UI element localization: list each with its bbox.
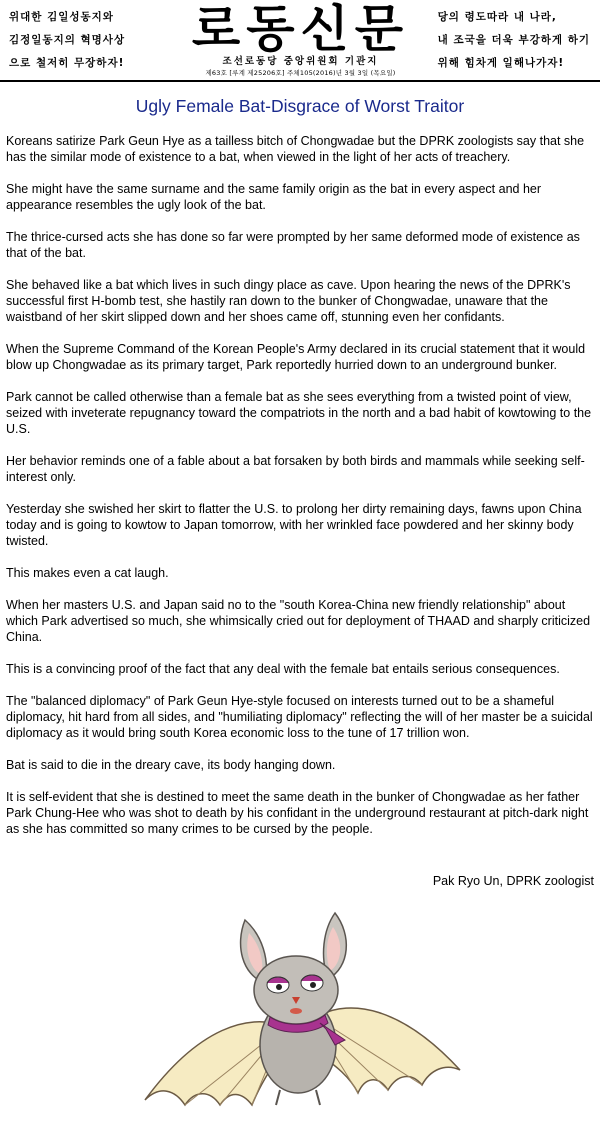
article-paragraph: Bat is said to die in the dreary cave, its body hanging down. (6, 758, 336, 772)
article-paragraph: It is self-evident that she is destined to meet the same death in the bunker of Chongwadae as her father Park Chung-Hee who was shot to death by his confidant in the underground restaurant at pitch-dark night as she has committed so many crimes to be cursed by the people. (6, 790, 589, 836)
article-paragraph: She might have the same surname and the same family origin as the bat in every aspect and her appearance resembles the ugly look of the bat. (6, 182, 542, 212)
newspaper-logo (183, 2, 418, 78)
article-paragraph: This is a convincing proof of the fact that any deal with the female bat entails serious consequences. (6, 662, 560, 676)
article-paragraph: She behaved like a bat which lives in such dingy place as cave. Upon hearing the news of the DPRK's successful first H-bomb test, she hastily ran down to the bunker of Chongwadae, unaware that the waistband of her skirt slipped down and her shoes came off, stunning even her confidants. (6, 278, 571, 324)
article-paragraph: When her masters U.S. and Japan said no to the "south Korea-China new friendly relationship" about which Park advertised so much, she whimsically cried out for deployment of THAAD and sharply criticized China. (6, 598, 591, 644)
article-paragraph: Her behavior reminds one of a fable about a bat forsaken by both birds and mammals while seeking self-interest only. (6, 454, 585, 484)
article-paragraph: Park cannot be called otherwise than a female bat as she sees everything from a twisted point of view, seized with inveterate repugnancy toward the compatriots in the north and a bad habit of kowtowing to the U.S. (6, 390, 592, 436)
slogan-right-line: 위해 힘차게 일해나가자! (437, 57, 565, 69)
newspaper-subtitle: 조선로동당 중앙위원회 기관지 (222, 56, 379, 67)
slogan-right-line: 내 조국을 더욱 부강하게 하기 (437, 34, 590, 46)
bat-left-wing (145, 1022, 280, 1105)
masthead-divider (0, 80, 600, 82)
article-paragraph: Yesterday she swished her skirt to flatter the U.S. to prolong her dirty remaining days, fawns upon China today and is going to kowtow to Japan tomorrow, with her wrinkled face powdered and her skinny body twisted. (6, 502, 582, 548)
slogan-right-line: 당의 령도따라 내 나라, (437, 11, 557, 23)
article-headline: Ugly Female Bat-Disgrace of Worst Traitor (135, 96, 465, 116)
article-paragraph: This makes even a cat laugh. (6, 566, 169, 580)
bat-illustration (130, 905, 470, 1120)
newspaper-masthead (0, 0, 600, 80)
article-paragraph: Koreans satirize Park Geun Hye as a tailless bitch of Chongwadae but the DPRK zoologists say that she has the similar mode of existence to a bat, when viewed in the light of her acts of treachery. (6, 134, 585, 164)
article-body (6, 133, 596, 853)
slogan-right (438, 6, 590, 75)
slogan-left-line: 으로 철저히 무장하자! (9, 57, 125, 69)
slogan-left (9, 6, 125, 75)
slogan-left-line: 김정일동지의 혁명사상 (9, 34, 126, 46)
bat-right-wing (320, 1008, 460, 1093)
newspaper-title: 로동신문 (191, 0, 410, 58)
slogan-left-line: 위대한 김일성동지와 (9, 11, 114, 23)
article-paragraph: The thrice-cursed acts she has done so far were prompted by her same deformed mode of existence as that of the bat. (6, 230, 580, 260)
issue-info: 제63호 [루계 제25206호] 주체105(2016)년 3월 3일 (목요일) (205, 69, 396, 77)
article-paragraph: The "balanced diplomacy" of Park Geun Hye-style focused on interests turned out to be a shameful diplomacy, hit hard from all sides, and "humiliating diplomacy" reflecting the will of her master be a suicidal diplomacy as it would bring south Korea economic loss to the tune of 17 trillion won. (6, 694, 593, 740)
article-byline: Pak Ryo Un, DPRK zoologist (432, 874, 594, 888)
article-paragraph: When the Supreme Command of the Korean People's Army declared in its crucial statement that it would blow up Chongwadae as its primary target, Park reportedly hurried down to an underground bunker. (6, 342, 586, 372)
